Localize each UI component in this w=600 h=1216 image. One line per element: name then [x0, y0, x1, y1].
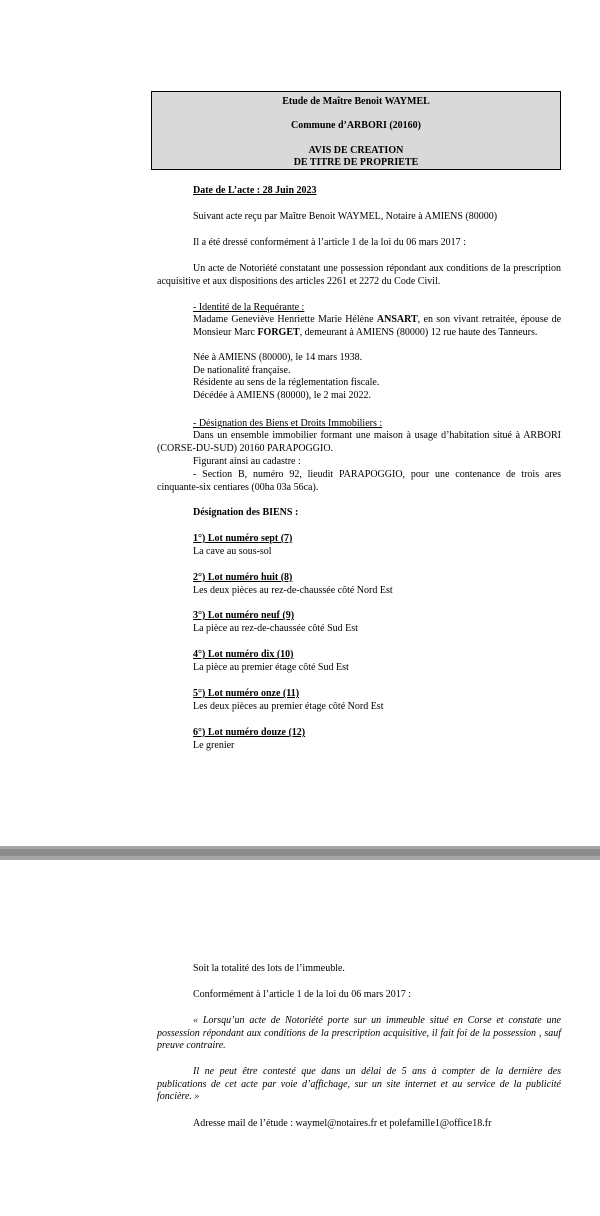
adresse-mail-etude: Adresse mail de l’étude : waymel@notaires.fr et polefamille1@office18.fr	[193, 1118, 492, 1129]
totalite-lots: Soit la totalité des lots de l’immeuble.	[193, 963, 345, 974]
requerante-identity	[193, 314, 561, 339]
lot-description: Les deux pièces au premier étage côté Nord Est	[193, 700, 384, 712]
commune-title: Commune d’ARBORI (20160)	[291, 120, 421, 131]
avis-title-line1: AVIS DE CREATION	[308, 145, 404, 156]
requerante-heading: - Identité de la Requérante :	[193, 302, 305, 313]
lot-item	[193, 572, 561, 597]
lot-description: La cave au sous-sol	[193, 545, 272, 557]
lot-title: 3°) Lot numéro neuf (9)	[193, 610, 295, 621]
lot-item	[193, 533, 561, 558]
date-acte: Date de L’acte : 28 Juin 2023	[193, 185, 317, 196]
lot-title: 6°) Lot numéro douze (12)	[193, 727, 306, 738]
etude-title: Etude de Maître Benoit WAYMEL	[282, 96, 430, 107]
lot-title: 2°) Lot numéro huit (8)	[193, 572, 293, 583]
dresse-conformement: Il a été dressé conformément à l’article 1 de la loi du 06 mars 2017 :	[193, 237, 466, 248]
lot-title: 4°) Lot numéro dix (10)	[193, 649, 294, 660]
lot-description: La pièce au premier étage côté Sud Est	[193, 661, 349, 673]
residence-line: Résidente au sens de la réglementation fiscale.	[193, 377, 380, 388]
requerante-name: ANSART	[376, 314, 418, 325]
page-separator-line	[0, 849, 600, 856]
quote-paragraph-1: « Lorsqu’un acte de Notoriété porte sur un immeuble situé en Corse et constate une possession répondant aux conditions de la prescription acquisitive, il fait foi de la possession , sauf preuve contraire.	[157, 1015, 561, 1051]
designation-biens-heading: Désignation des BIENS :	[193, 507, 299, 518]
requerante-text-1: Madame Geneviève Henriette Marie Hélène	[193, 314, 377, 325]
requerante-text-3: , demeurant à AMIENS (80000) 12 rue haute des Tanneurs.	[299, 326, 538, 338]
cadastre-details: - Section B, numéro 92, lieudit PARAPOGGIO, pour une contenance de trois ares cinquante-six centiares (00ha 03a 56ca).	[157, 469, 561, 493]
lot-description: Les deux pièces au rez-de-chaussée côté Nord Est	[193, 584, 393, 596]
naissance-line: Née à AMIENS (80000), le 14 mars 1938.	[193, 352, 363, 363]
avis-title-line2: DE TITRE DE PROPRIETE	[293, 157, 419, 168]
suivant-acte: Suivant acte reçu par Maître Benoit WAYMEL, Notaire à AMIENS (80000)	[193, 211, 498, 222]
cadastre-label: Figurant ainsi au cadastre :	[193, 456, 301, 467]
page-separator	[0, 846, 600, 860]
lot-title: 5°) Lot numéro onze (11)	[193, 688, 300, 699]
lot-description: La pièce au rez-de-chaussée côté Sud Est	[193, 622, 358, 634]
lot-item	[193, 727, 561, 752]
biens-heading: - Désignation des Biens et Droits Immobiliers :	[193, 418, 383, 429]
conformement-article: Conformément à l’article 1 de la loi du 06 mars 2017 :	[193, 989, 411, 1000]
spouse-name: FORGET	[257, 326, 300, 338]
deces-line: Décédée à AMIENS (80000), le 2 mai 2022.	[193, 390, 372, 401]
lot-description: Le grenier	[193, 739, 235, 751]
notice-header-box	[151, 91, 561, 170]
acte-notoriete-paragraph: Un acte de Notoriété constatant une possession répondant aux conditions de la prescription acquisitive et aux dispositions des articles 2261 et 2272 du Code Civil.	[157, 263, 561, 287]
quote-paragraph-2: Il ne peut être contesté que dans un délai de 5 ans à compter de la dernière des publications de cet acte par voie d’affichage, sur un site internet et au service de la publicité foncière. »	[157, 1066, 561, 1102]
requerante-text-2: , en son vivant retraitée, épouse de Monsieur Marc	[193, 314, 562, 338]
biens-description: Dans un ensemble immobilier formant une maison à usage d’habitation situé à ARBORI (CORSE-DU-SUD) 20160 PARAPOGGIO.	[157, 430, 561, 454]
lot-title: 1°) Lot numéro sept (7)	[193, 533, 293, 544]
nationalite-line: De nationalité française.	[193, 365, 291, 376]
lot-item	[193, 649, 561, 674]
lot-item	[193, 688, 561, 713]
lot-item	[193, 610, 561, 635]
